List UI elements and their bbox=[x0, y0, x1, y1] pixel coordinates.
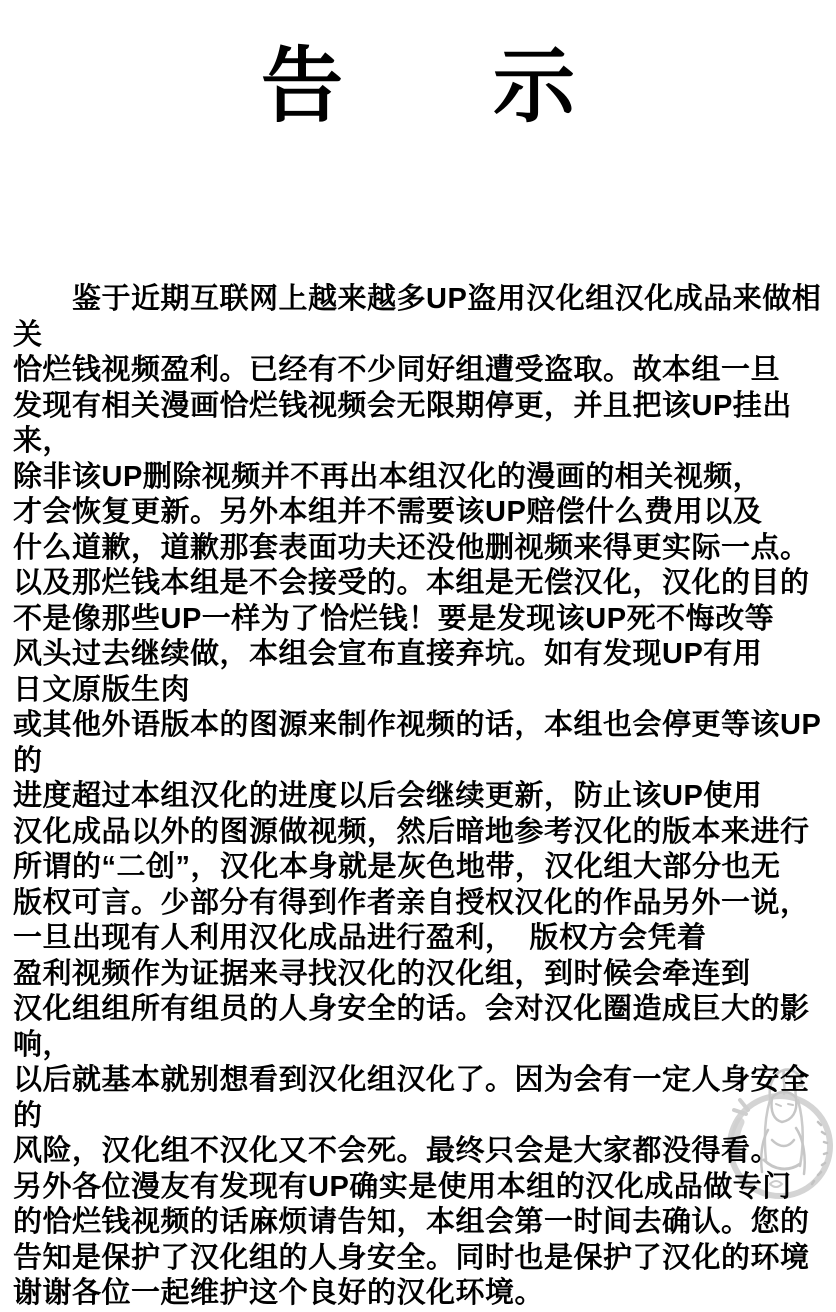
notice-line: 才会恢复更新。另外本组并不需要该UP赔偿什么费用以及 bbox=[13, 496, 763, 528]
notice-line: 除非该UP删除视频并不再出本组汉化的漫画的相关视频， bbox=[13, 460, 763, 493]
notice-line: 所谓的“二创”，汉化本身就是灰色地带，汉化组大部分也无 bbox=[13, 851, 781, 883]
notice-line: 另外各位漫友有发现有UP确实是使用本组的汉化成品做专门 bbox=[13, 1170, 792, 1203]
notice-line: 进度超过本组汉化的进度以后会继续更新，防止该UP使用 bbox=[13, 780, 763, 812]
notice-line: 盈利视频作为证据来寻找汉化的汉化组，到时候会牵连到 bbox=[13, 957, 751, 990]
notice-line: 一旦出现有人利用汉化成品进行盈利， 版权方会凭着 bbox=[13, 922, 707, 954]
notice-line: 日文原版生肉 bbox=[13, 673, 191, 706]
title-char-2: 示 bbox=[493, 41, 576, 132]
notice-line: 汉化成品以外的图源做视频，然后暗地参考汉化的版本来进行 bbox=[13, 815, 810, 848]
notice-line: 鉴于近期互联网上越来越多UP盗用汉化组汉化成品来做相关 bbox=[13, 283, 822, 351]
notice-body bbox=[13, 282, 830, 1312]
notice-line: 发现有相关漫画恰烂钱视频会无限期停更，并且把该UP挂出来， bbox=[13, 389, 792, 457]
notice-line: 风头过去继续做，本组会宣布直接弃坑。如有发现UP有用 bbox=[13, 638, 763, 670]
notice-line: 谢谢各位一起维护这个良好的汉化环境。 bbox=[13, 1277, 545, 1309]
notice-line: 不是像那些UP一样为了恰烂钱！要是发现该UP死不悔改等 bbox=[13, 602, 775, 635]
page-title bbox=[0, 42, 836, 132]
notice-line: 告知是保护了汉化组的人身安全。同时也是保护了汉化的环境 bbox=[13, 1241, 810, 1274]
notice-line: 以后就基本就别想看到汉化组汉化了。因为会有一定人身安全的 bbox=[13, 1064, 810, 1132]
notice-line: 或其他外语版本的图源来制作视频的话，本组也会停更等该UP的 bbox=[13, 709, 822, 777]
notice-line: 以及那烂钱本组是不会接受的。本组是无偿汉化，汉化的目的 bbox=[13, 567, 810, 599]
notice-line: 汉化组组所有组员的人身安全的话。会对汉化圈造成巨大的影响， bbox=[13, 993, 810, 1061]
notice-line: 的恰烂钱视频的话麻烦请告知，本组会第一时间去确认。您的 bbox=[13, 1206, 810, 1238]
notice-line: 什么道歉，道歉那套表面功夫还没他删视频来得更实际一点。 bbox=[13, 531, 810, 564]
notice-line: 版权可言。少部分有得到作者亲自授权汉化的作品另外一说， bbox=[13, 886, 810, 919]
title-char-1: 告 bbox=[260, 41, 343, 132]
notice-line: 风险，汉化组不汉化又不会死。最终只会是大家都没得看。 bbox=[13, 1135, 781, 1167]
notice-line: 恰烂钱视频盈利。已经有不少同好组遭受盗取。故本组一旦 bbox=[13, 354, 781, 386]
